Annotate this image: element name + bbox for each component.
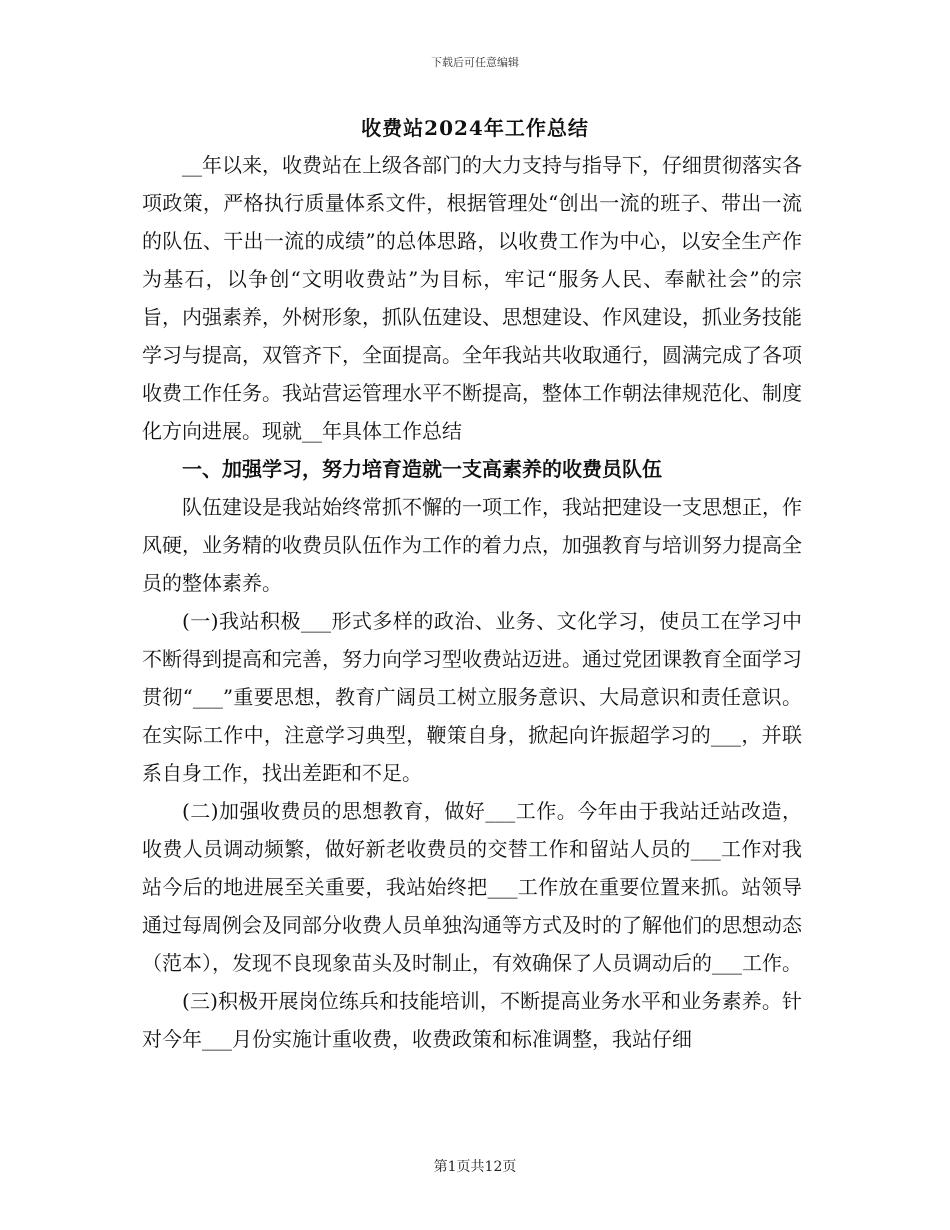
page-footer: 第1页共12页 [433, 1159, 517, 1175]
document-title: 收费站2024年工作总结 [361, 116, 589, 140]
paragraph-team: 队伍建设是我站始终常抓不懈的一项工作，我站把建设一支思想正，作风硬，业务精的收费员队伍作为工作的着力点，加强教育与培训努力提高全员的整体素养。 [142, 495, 802, 595]
section-heading-1: 一、加强学习，努力培育造就一支高素养的收费员队伍 [182, 457, 662, 481]
document-body [142, 146, 802, 1058]
paragraph-item-3: (三)积极开展岗位练兵和技能培训，不断提高业务水平和业务素养。针对今年___月份实施计重收费，收费政策和标准调整，我站仔细 [142, 989, 802, 1051]
paragraph-item-1: (一)我站积极___形式多样的政治、业务、文化学习，使员工在学习中不断得到提高和完善，努力向学习型收费站迈进。通过党团课教育全面学习贯彻“___”重要思想，教育广阔员工树立服务意识、大局意识和责任意识。在实际工作中，注意学习典型，鞭策自身，掀起向许振超学习的___，并联系自身工作，找出差距和不足。 [142, 609, 802, 785]
paragraph-item-2: (二)加强收费员的思想教育，做好___工作。今年由于我站迁站改造，收费人员调动频繁，做好新老收费员的交替工作和留站人员的___工作对我站今后的地进展至关重要，我站始终把___工作放在重要位置来抓。站领导通过每周例会及同部分收费人员单独沟通等方式及时的了解他们的思想动态（范本），发现不良现象苗头及时制止，有效确保了人员调动后的___工作。 [142, 799, 802, 975]
paragraph-intro: __年以来，收费站在上级各部门的大力支持与指导下，仔细贯彻落实各项政策，严格执行质量体系文件，根据管理处“创出一流的班子、带出一流的队伍、干出一流的成绩”的总体思路，以收费工作为中心，以安全生产作为基石，以争创“文明收费站”为目标，牢记“服务人民、奉献社会”的宗旨，内强素养，外树形象，抓队伍建设、思想建设、作风建设，抓业务技能学习与提高，双管齐下，全面提高。全年我站共收取通行，圆满完成了各项收费工作任务。我站营运管理水平不断提高，整体工作朝法律规范化、制度化方向进展。现就__年具体工作总结 [142, 153, 802, 443]
header-note: 下载后可任意编辑 [431, 56, 519, 69]
